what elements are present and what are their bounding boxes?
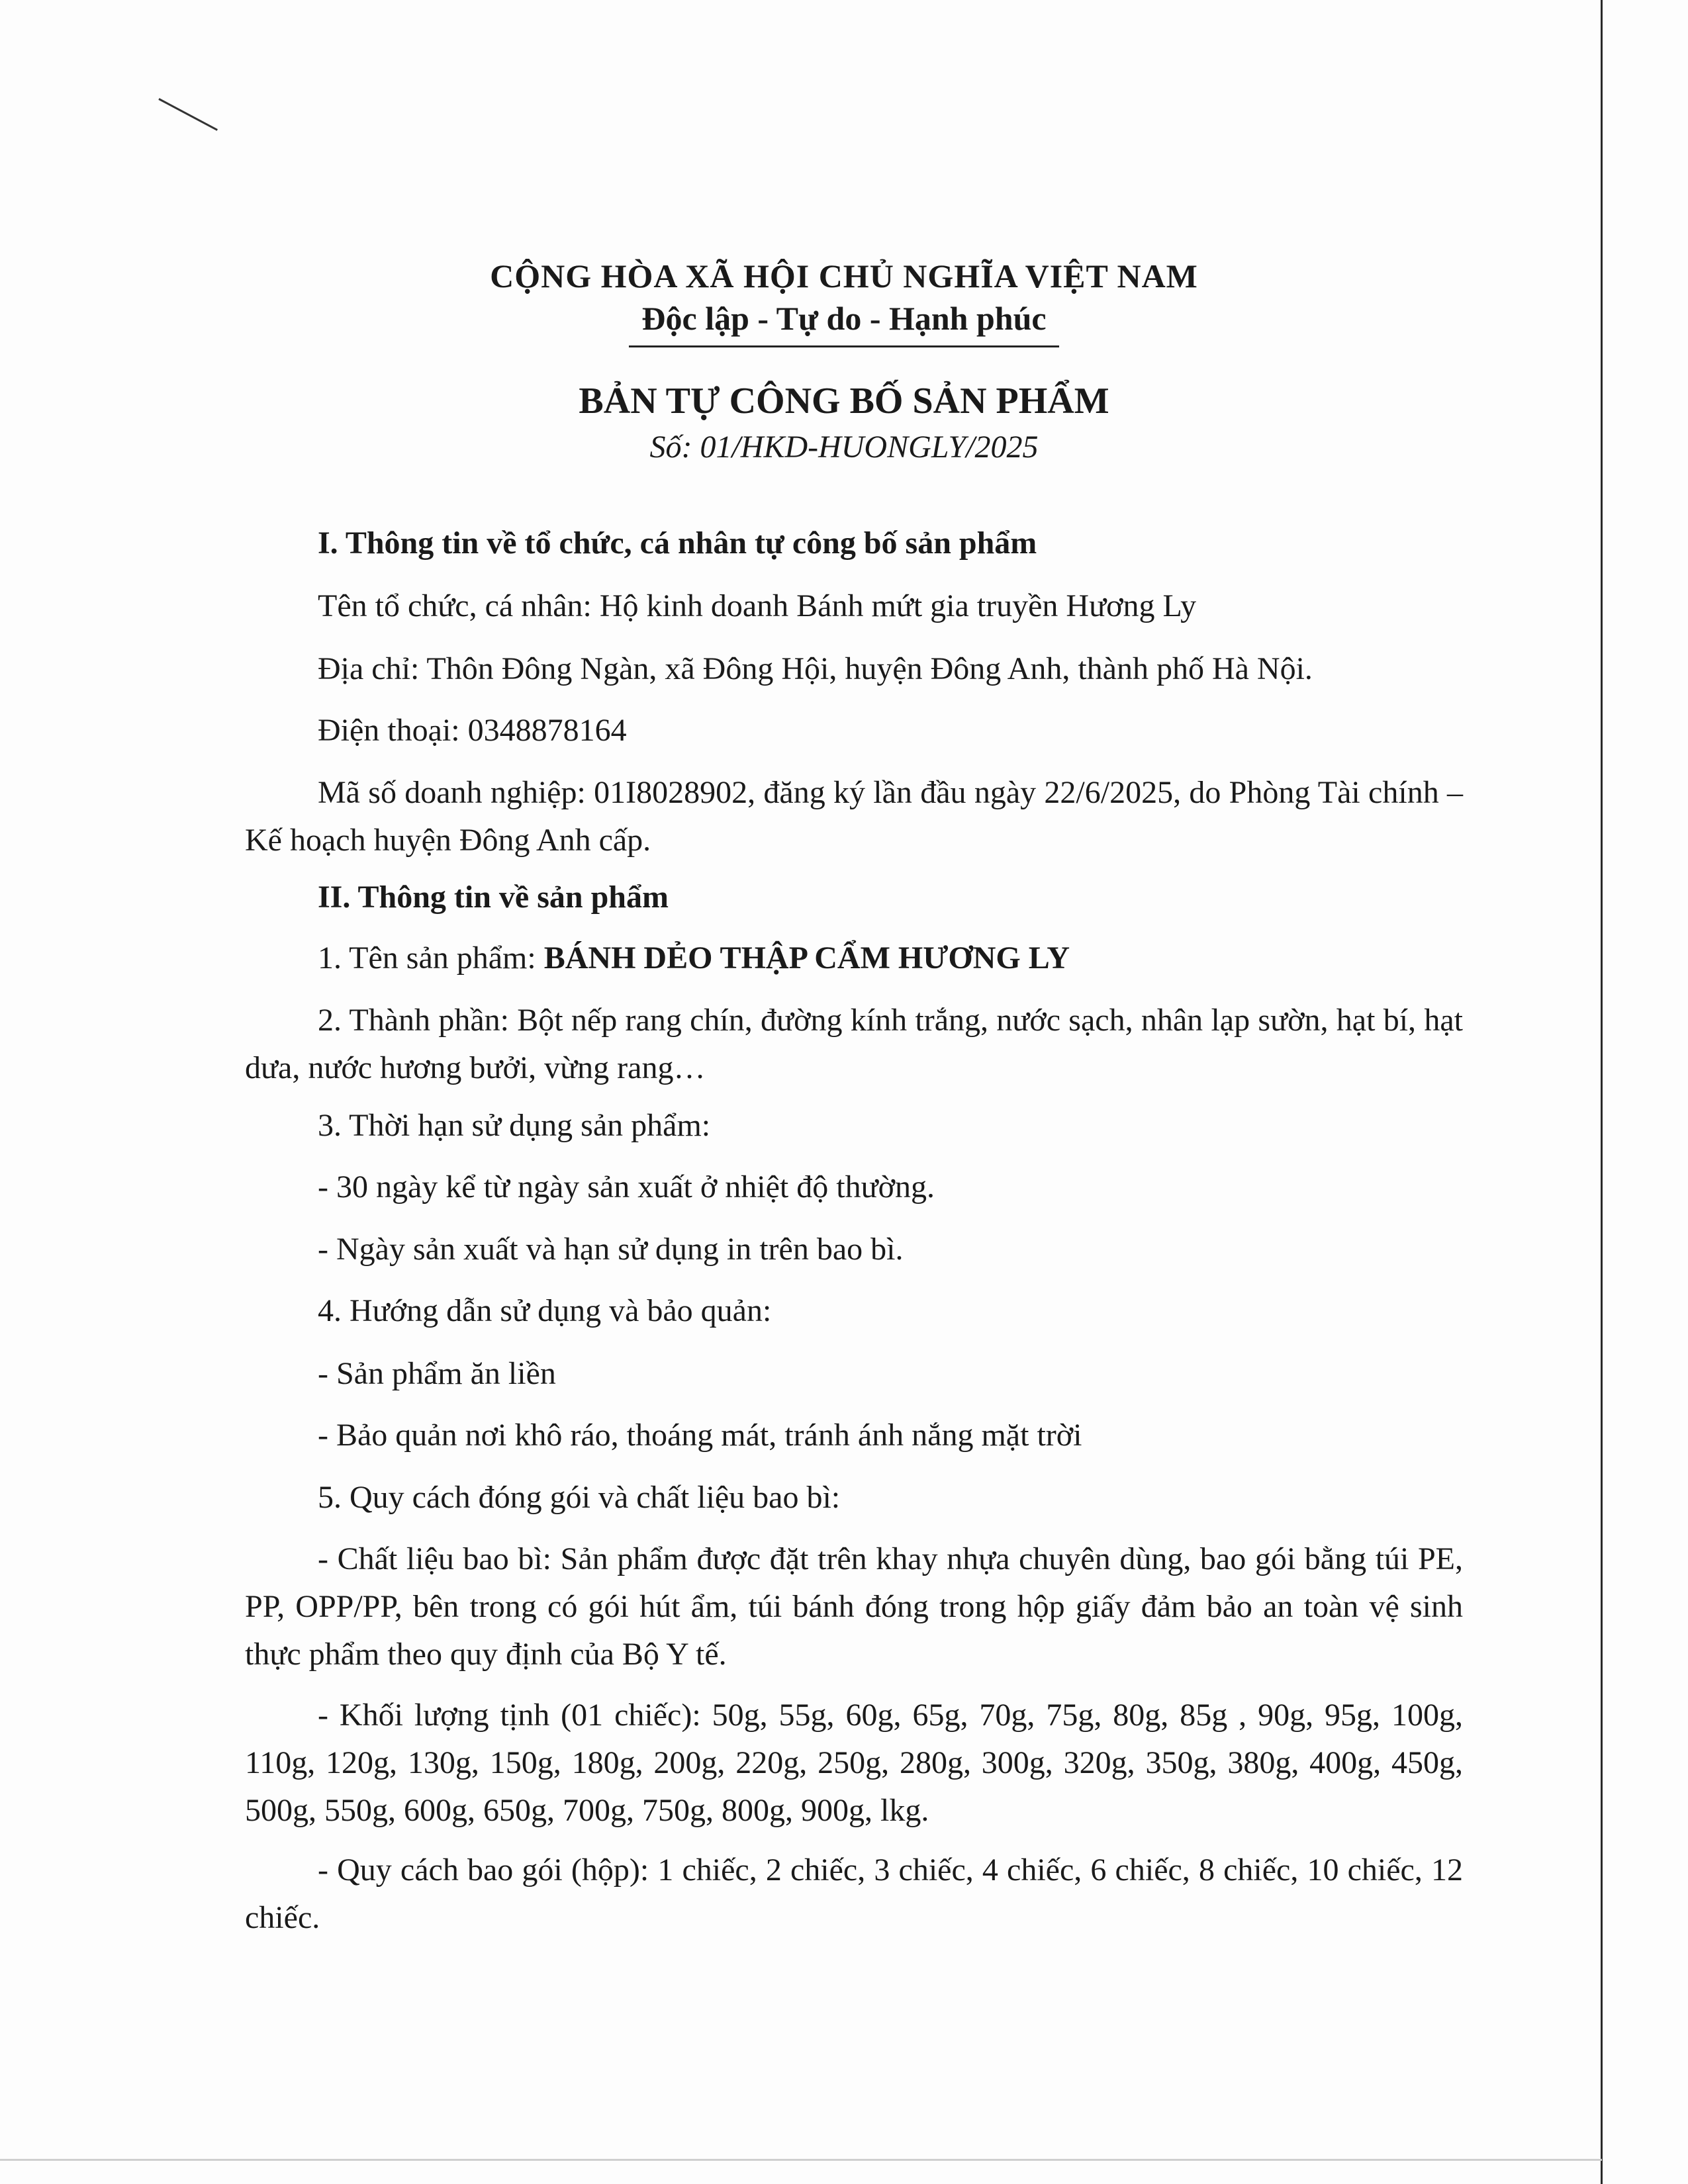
- motto-underline: [629, 345, 1059, 347]
- product-name-label: 1. Tên sản phẩm:: [318, 940, 544, 976]
- package-spec: - Quy cách bao gói (hộp): 1 chiếc, 2 chiếc, 3 chiếc, 4 chiếc, 6 chiếc, 8 chiếc, 10 chiếc, 12 chiếc.: [245, 1852, 1463, 1935]
- product-name: BÁNH DẺO THẬP CẨM HƯƠNG LY: [543, 940, 1070, 976]
- phone: Điện thoại: 0348878164: [318, 713, 627, 748]
- document-title: BẢN TỰ CÔNG BỐ SẢN PHẨM: [579, 381, 1109, 422]
- shelf-life-heading: 3. Thời hạn sử dụng sản phẩm:: [318, 1108, 711, 1143]
- pen-stroke-mark: [158, 98, 218, 131]
- product-name-line: [318, 934, 1070, 982]
- shelf-life-item: - 30 ngày kể từ ngày sản xuất ở nhiệt độ thường.: [318, 1169, 935, 1205]
- section2-heading: II. Thông tin về sản phẩm: [318, 880, 669, 915]
- national-title: CỘNG HÒA XÃ HỘI CHỦ NGHĨA VIỆT NAM: [490, 257, 1198, 295]
- scan-edge-bottom: [0, 2159, 1602, 2161]
- usage-item: - Bảo quản nơi khô ráo, thoáng mát, tránh ánh nắng mặt trời: [318, 1418, 1082, 1453]
- address: Địa chỉ: Thôn Đông Ngàn, xã Đông Hội, huyện Đông Anh, thành phố Hà Nội.: [318, 651, 1313, 686]
- usage-heading: 4. Hướng dẫn sử dụng và bảo quản:: [318, 1293, 772, 1328]
- packaging-material: - Chất liệu bao bì: Sản phẩm được đặt trên khay nhựa chuyên dùng, bao gói bằng túi PE, PP, OPP/PP, bên trong có gói hút ẩm, túi bánh đóng trong hộp giấy đảm bảo an toàn vệ sinh thực phẩm theo quy định của Bộ Y tế.: [245, 1541, 1463, 1672]
- shelf-life-item: - Ngày sản xuất và hạn sử dụng in trên bao bì.: [318, 1232, 904, 1267]
- section1-heading: I. Thông tin về tổ chức, cá nhân tự công bố sản phẩm: [318, 525, 1037, 561]
- ingredients: 2. Thành phần: Bột nếp rang chín, đường kính trắng, nước sạch, nhân lạp sườn, hạt bí, hạt dưa, nước hương bưởi, vừng rang…: [245, 1003, 1463, 1085]
- usage-item: - Sản phẩm ăn liền: [318, 1356, 556, 1391]
- document-number: Số: 01/HKD-HUONGLY/2025: [649, 430, 1039, 465]
- net-weight: - Khối lượng tịnh (01 chiếc): 50g, 55g, 60g, 65g, 70g, 75g, 80g, 85g , 90g, 95g, 100g, 110g, 120g, 130g, 150g, 180g, 200g, 220g, 250g, 280g, 300g, 320g, 350g, 380g, 400g, 450g, 500g, 550g, 600g, 650g, 700g, 750g, 800g, 900g, lkg.: [245, 1698, 1463, 1828]
- packaging-heading: 5. Quy cách đóng gói và chất liệu bao bì:: [318, 1480, 841, 1515]
- national-motto: Độc lập - Tự do - Hạnh phúc: [641, 300, 1047, 337]
- scan-edge-right: [1601, 0, 1603, 2184]
- business-code: Mã số doanh nghiệp: 01I8028902, đăng ký lần đầu ngày 22/6/2025, do Phòng Tài chính – Kế hoạch huyện Đông Anh cấp.: [245, 775, 1463, 858]
- org-name: Tên tổ chức, cá nhân: Hộ kinh doanh Bánh mứt gia truyền Hương Ly: [318, 588, 1197, 623]
